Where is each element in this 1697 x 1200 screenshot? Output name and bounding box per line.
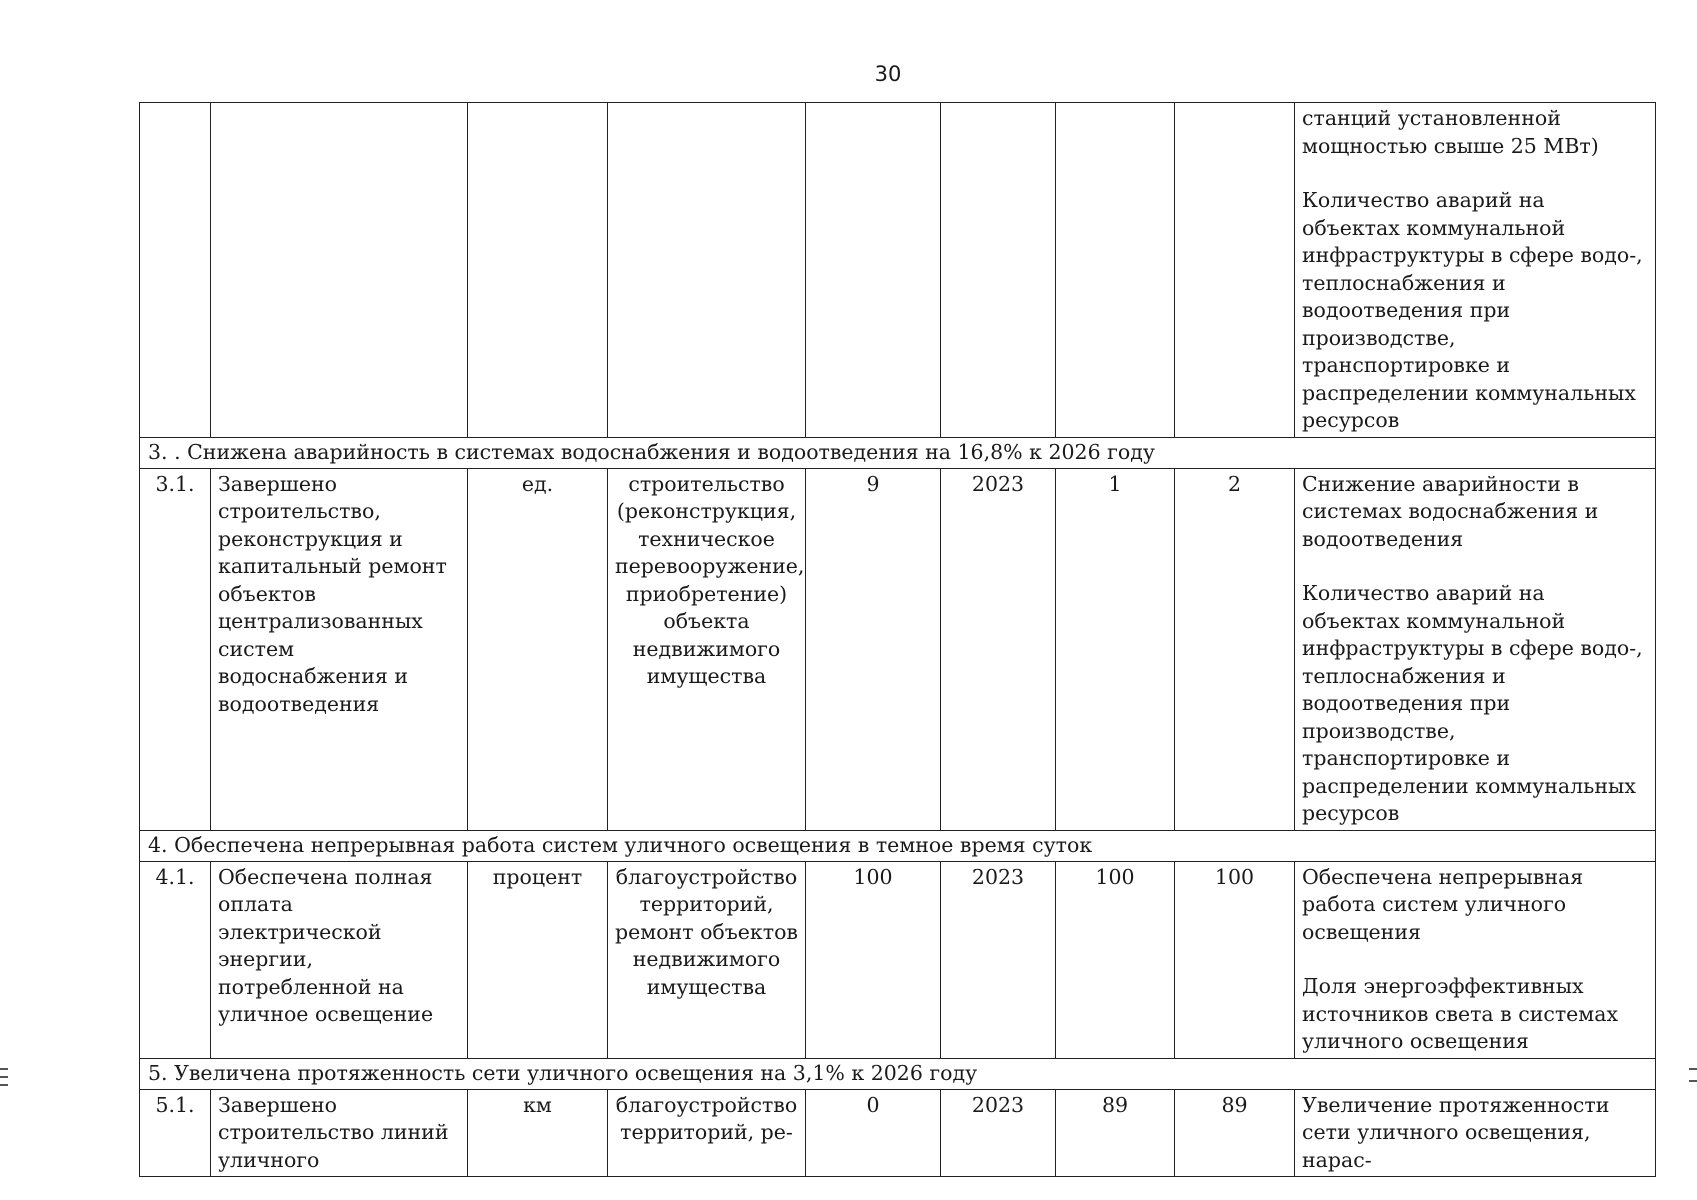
indicator-paragraph: Снижение аварийности в системах водоснабжения и водоотведения xyxy=(1302,471,1599,551)
scan-mark-left xyxy=(0,1068,8,1070)
table-row xyxy=(140,103,1656,438)
base-value: 0 xyxy=(806,1089,941,1177)
section-title: 4. Обеспечена непрерывная работа систем уличного освещения в темное время суток xyxy=(140,830,1656,861)
row-number: 4.1. xyxy=(140,861,211,1058)
base-year: 2023 xyxy=(941,468,1056,830)
indicator-paragraph: Обеспечена непрерывная работа систем уличного освещения xyxy=(1302,864,1584,944)
base-value: 100 xyxy=(806,861,941,1058)
cell-empty xyxy=(941,103,1056,438)
scan-mark-left xyxy=(0,1076,8,1078)
cell-empty xyxy=(211,103,468,438)
section-title: 5. Увеличена протяженность сети уличного освещения на 3,1% к 2026 году xyxy=(140,1058,1656,1089)
table-row xyxy=(140,861,1656,1058)
section-row xyxy=(140,830,1656,861)
program-table xyxy=(139,102,1656,1177)
row-number: 3.1. xyxy=(140,468,211,830)
result-type: строительство (реконструкция, техническое перевооружение, приобретение) объекта недвижимого имущества xyxy=(608,468,806,830)
unit-cell: км xyxy=(468,1089,608,1177)
table-row xyxy=(140,1089,1656,1177)
indicator-cell xyxy=(1295,468,1656,830)
section-row xyxy=(140,1058,1656,1089)
page-number: 30 xyxy=(874,62,902,86)
value-2025: 1 xyxy=(1056,468,1175,830)
indicator-paragraph: Доля энергоэффективных источников света в системах уличного освещения xyxy=(1302,974,1619,1053)
table-row xyxy=(140,468,1656,830)
scan-mark-right xyxy=(1689,1080,1697,1082)
cell-empty xyxy=(806,103,941,438)
unit-cell: процент xyxy=(468,861,608,1058)
indicator-paragraph: Количество аварий на объектах коммунальной инфраструктуры в сфере водо-, теплоснабжения и водоотведения при производстве, транспортировке и распределении коммунальных ресурсов xyxy=(1302,581,1643,825)
value-2026: 100 xyxy=(1175,861,1295,1058)
value-2025: 89 xyxy=(1056,1089,1175,1177)
section-row xyxy=(140,437,1656,468)
result-type: благоустройство территорий, ре- xyxy=(608,1089,806,1177)
value-2025: 100 xyxy=(1056,861,1175,1058)
indicator-paragraph: станций установленной мощностью свыше 25 МВт) xyxy=(1302,106,1599,158)
indicator-cell xyxy=(1295,103,1656,438)
cell-empty xyxy=(608,103,806,438)
result-name: Обеспечена полная оплата электрической энергии, потребленной на уличное освещение xyxy=(211,861,468,1058)
indicator-paragraph: Увеличение протяженности сети уличного освещения, нарас- xyxy=(1302,1092,1610,1172)
result-type: благоустройство территорий, ремонт объектов недвижимого имущества xyxy=(608,861,806,1058)
base-year: 2023 xyxy=(941,1089,1056,1177)
cell-empty xyxy=(1056,103,1175,438)
cell-empty xyxy=(468,103,608,438)
scan-mark-right xyxy=(1689,1068,1697,1070)
cell-empty xyxy=(1175,103,1295,438)
result-name: Завершено строительство, реконструкция и капитальный ремонт объектов централизованных систем водоснабжения и водоотведения xyxy=(211,468,468,830)
base-year: 2023 xyxy=(941,861,1056,1058)
row-number: 5.1. xyxy=(140,1089,211,1177)
indicator-cell xyxy=(1295,1089,1656,1177)
scan-mark-left xyxy=(0,1084,8,1086)
result-name: Завершено строительство линий уличного xyxy=(211,1089,468,1177)
value-2026: 2 xyxy=(1175,468,1295,830)
unit-cell: ед. xyxy=(468,468,608,830)
indicator-paragraph: Количество аварий на объектах коммунальной инфраструктуры в сфере водо-, теплоснабжения и водоотведения при производстве, транспортировке и распределении коммунальных ресурсов xyxy=(1302,188,1643,432)
section-title: 3. . Снижена аварийность в системах водоснабжения и водоотведения на 16,8% к 2026 году xyxy=(140,437,1656,468)
cell-empty xyxy=(140,103,211,438)
indicator-cell xyxy=(1295,861,1656,1058)
value-2026: 89 xyxy=(1175,1089,1295,1177)
base-value: 9 xyxy=(806,468,941,830)
